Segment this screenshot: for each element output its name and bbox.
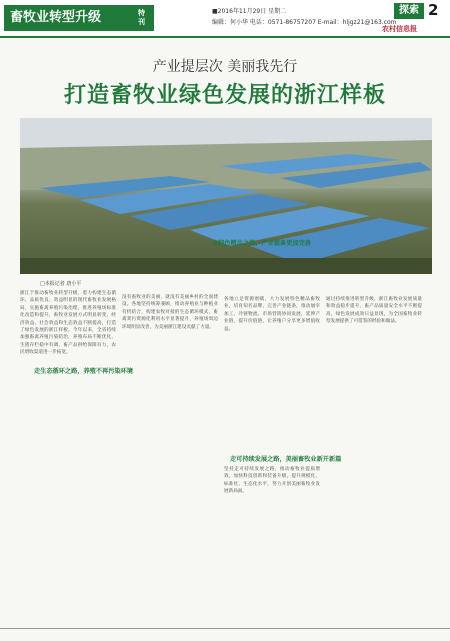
subhead-1: 走生态循环之路，养殖不再污染环境 (34, 368, 133, 375)
farm-aerial-photo (20, 118, 432, 274)
date-line: ■2016年11月29日 星期二 (212, 8, 287, 15)
paper-name: 农村信息报 (382, 24, 417, 33)
subhead-3: 走可持续发展之路，美丽畜牧业新开新篇 (230, 456, 342, 463)
masthead (0, 0, 450, 38)
subhead-2: 走特色精品之路，产业链条更加完善 (212, 240, 311, 247)
article-column-1: 浙江于推动畜牧业转型升级，着力构建生态循环、品质优良、效益明显的现代畜牧业发展格局，实施畜禽养殖污染治理，推进养殖场标准化改造和提升，畜牧业发展方式明显转变，经济效益、社会效益和生态效益不断提高，打造了绿色发展的浙江样板。今年以来，全省持续加强畜禽养殖污染防治，养殖布局不断优化，生猪存栏稳中有调，畜产品供给保障有力，农民增收渠道进一步拓宽。 (20, 291, 116, 356)
headline: 打造畜牧业绿色发展的浙江样板 (63, 83, 386, 108)
column-tag: 特刊 (138, 9, 145, 26)
page-number: 2 (428, 1, 439, 19)
byline: □本报记者 唐小平 (40, 281, 82, 287)
article-column-3: 各地立足资源禀赋，大力发展特色精品畜牧业，培育知名品牌，完善产业链条，推动屠宰加工、冷链物流、市场营销协同发展，延伸产业链，提升价值链，让养殖户分享更多增值收益。 (224, 297, 320, 332)
article-column-5: 通过持续推进转型升级，浙江畜牧业发展质量和效益稳步提升，畜产品质量安全水平不断提高，绿色发展成效日益显现，为全国畜牧业转型发展提供了可借鉴的经验和做法。 (326, 297, 422, 325)
article-column-2: 没有畜牧业的美丽，就没有美丽乡村的全面建设。各地坚持统筹兼顾，推动养殖业与种植业有机结合，构建农牧对接的生态循环模式，畜禽粪污资源化利用水平显著提升，养殖场周边环境明显改善，为美丽浙江建设贡献了力量。 (122, 295, 218, 330)
kicker: 产业提层次 美丽我先行 (152, 59, 298, 75)
column-title: 畜牧业转型升级 (10, 10, 102, 25)
footer (0, 628, 450, 641)
article-column-4: 坚持走可持续发展之路，推动畜牧业提质增效，加快科技创新和装备升级，提升规模化、标准化、生态化水平，努力开创美丽畜牧业发展新局面。 (224, 467, 320, 495)
editor-line: 编辑：何小华 电话：0571-86757207 E-mail：hljgz21@163.com (212, 19, 397, 26)
section-label: 探索 (394, 3, 424, 19)
column-banner (4, 5, 154, 31)
